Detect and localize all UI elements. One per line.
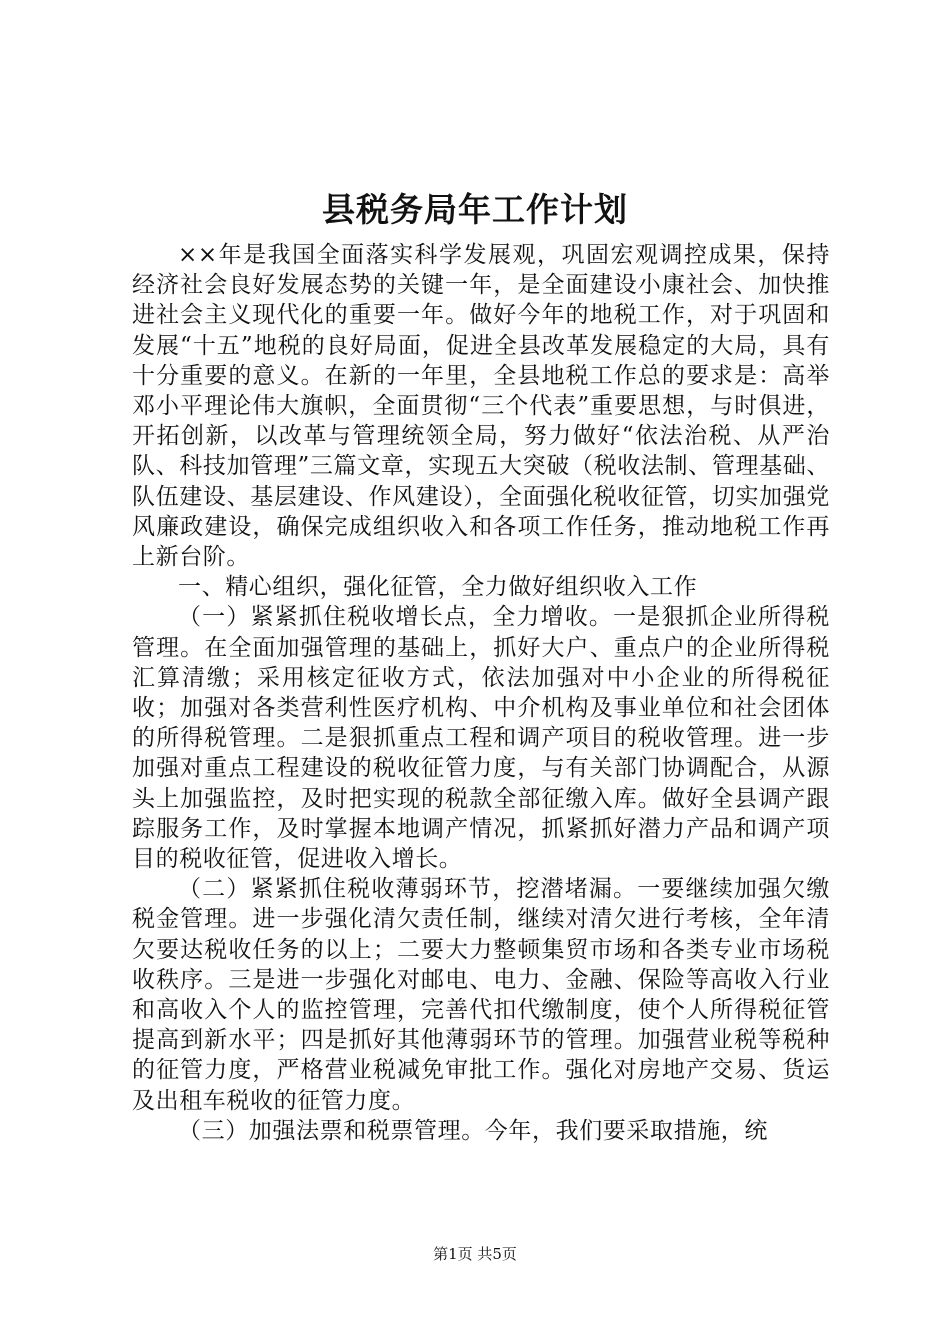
paragraph-item-1: （一）紧紧抓住税收增长点，全力增收。一是狠抓企业所得税管理。在全面加强管理的基础上，抓好大户、重点户的企业所得税汇算清缴；采用核定征收方式，依法加强对中小企业的所得税征收；加强对各类营利性医疗机构、中介机构及事业单位和社会团体的所得税管理。二是狠抓重点工程和调产项目的税收管理。进一步加强对重点工程建设的税收征管力度，与有关部门协调配合，从源头上加强监控，及时把实现的税款全部征缴入库。做好全县调产跟踪服务工作，及时掌握本地调产情况，抓紧抓好潜力产品和调产项目的税收征管，促进收入增长。 <box>132 604 830 873</box>
document-title: 县税务局年工作计划 <box>322 190 628 229</box>
page-footer: 第1页 共5页 <box>433 1245 517 1263</box>
section-heading-1: 一、精心组织，强化征管，全力做好组织收入工作 <box>178 574 698 601</box>
paragraph-item-2: （二）紧紧抓住税收薄弱环节，挖潜堵漏。一要继续加强欠缴税金管理。进一步强化清欠责任制，继续对清欠进行考核，全年清欠要达税收任务的以上；二要大力整顿集贸市场和各类专业市场税收秩序。三是进一步强化对邮电、电力、金融、保险等高收入行业和高收入个人的监控管理，完善代扣代缴制度，使个人所得税征管提高到新水平；四是抓好其他薄弱环节的管理。加强营业税等税种的征管力度，严格营业税减免审批工作。强化对房地产交易、货运及出租车税收的征管力度。 <box>132 876 830 1114</box>
paragraph-intro: ××年是我国全面落实科学发展观，巩固宏观调控成果，保持经济社会良好发展态势的关键一年，是全面建设小康社会、加快推进社会主义现代化的重要一年。做好今年的地税工作，对于巩固和发展“十五”地税的良好局面，促进全县改革发展稳定的大局，具有十分重要的意义。在新的一年里，全县地税工作总的要求是：高举邓小平理论伟大旗帜，全面贯彻“三个代表”重要思想，与时俱进，开拓创新，以改革与管理统领全局，努力做好“依法治税、从严治队、科技加管理”三篇文章，实现五大突破（税收法制、管理基础、队伍建设、基层建设、作风建设），全面强化税收征管，切实加强党风廉政建设，确保完成组织收入和各项工作任务，推动地税工作再上新台阶。 <box>132 242 830 571</box>
paragraph-item-3: （三）加强法票和税票管理。今年，我们要采取措施，统 <box>178 1117 768 1144</box>
document-body <box>132 240 830 1146</box>
